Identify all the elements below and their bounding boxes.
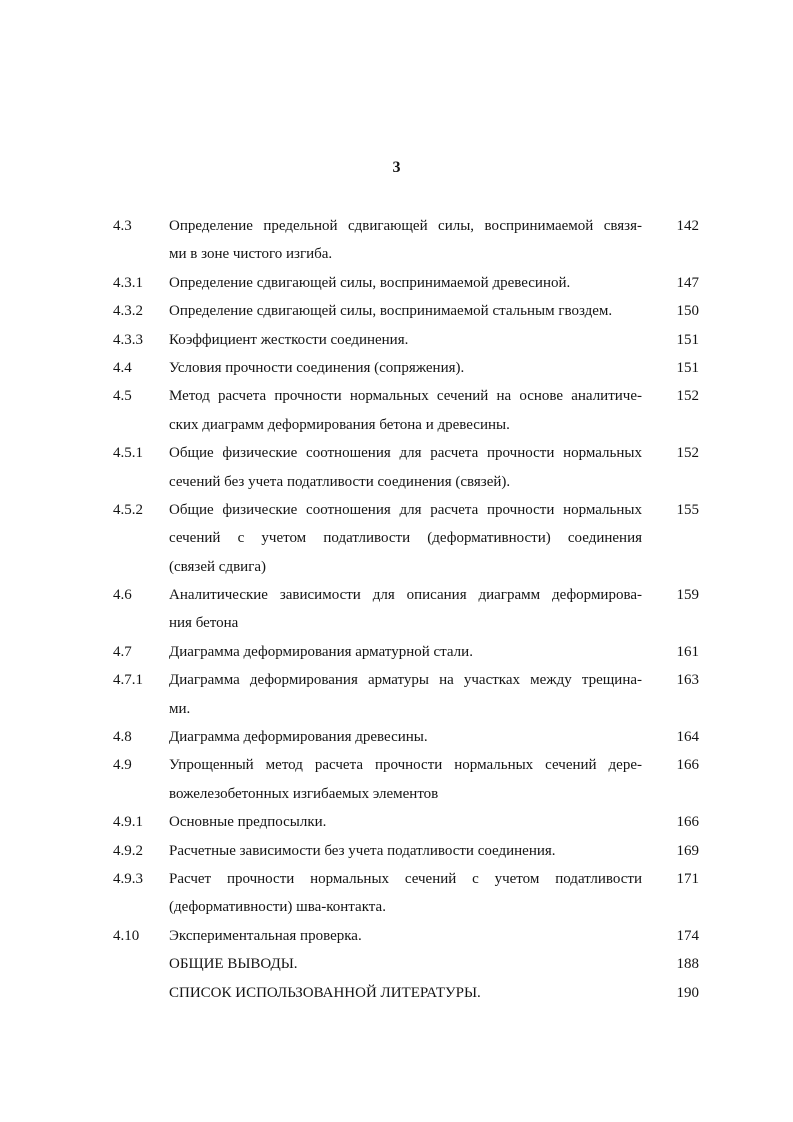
toc-entry-line bbox=[0, 723, 793, 751]
toc-entry bbox=[0, 751, 793, 808]
toc-title-line: Коэффициент жесткости соединения. bbox=[169, 331, 409, 348]
toc-title-line: (деформативности) шва-контакта. bbox=[169, 899, 386, 916]
toc-entry bbox=[0, 354, 793, 382]
toc-entry-line bbox=[0, 382, 793, 410]
toc-page-number: 151 bbox=[676, 359, 699, 376]
toc-page-number: 190 bbox=[676, 984, 699, 1001]
toc-section-number: 4.3.1 bbox=[113, 274, 143, 291]
toc-page-number: 155 bbox=[676, 501, 699, 518]
toc-page-number: 163 bbox=[676, 672, 699, 689]
toc-entry bbox=[0, 581, 793, 638]
toc-entry bbox=[0, 212, 793, 269]
toc-section-number: 4.3.3 bbox=[113, 331, 143, 348]
toc-title-line: Диаграмма деформирования древесины. bbox=[169, 729, 428, 746]
toc-entry-line bbox=[0, 468, 793, 496]
toc-entry bbox=[0, 269, 793, 297]
toc-entry bbox=[0, 297, 793, 325]
toc-entry bbox=[0, 808, 793, 836]
toc-title-line: сечений с учетом податливости (деформативности) соединения bbox=[169, 530, 642, 547]
toc-entry-line bbox=[0, 780, 793, 808]
toc-title-line: Условия прочности соединения (сопряжения). bbox=[169, 359, 465, 376]
toc-entry-line bbox=[0, 922, 793, 950]
toc-entry-line bbox=[0, 865, 793, 893]
toc-title-line: ских диаграмм деформирования бетона и древесины. bbox=[169, 416, 510, 433]
toc-section-number: 4.3.2 bbox=[113, 303, 143, 320]
toc-entry bbox=[0, 439, 793, 496]
toc-title-line: ния бетона bbox=[169, 615, 239, 632]
toc-entry-line bbox=[0, 439, 793, 467]
toc-entry-line bbox=[0, 950, 793, 978]
toc-title-line: Диаграмма деформирования арматуры на участках между трещина- bbox=[169, 672, 642, 689]
toc-entry bbox=[0, 979, 793, 1007]
toc-entry-line bbox=[0, 581, 793, 609]
toc-title-line: сечений без учета податливости соединения (связей). bbox=[169, 473, 511, 490]
toc-entry bbox=[0, 922, 793, 950]
toc-entry bbox=[0, 496, 793, 581]
toc-title-line: Метод расчета прочности нормальных сечений на основе аналитиче- bbox=[169, 388, 642, 405]
toc-title-line: СПИСОК ИСПОЛЬЗОВАННОЙ ЛИТЕРАТУРЫ. bbox=[169, 984, 481, 1001]
toc-entry bbox=[0, 638, 793, 666]
toc-title-line: (связей сдвига) bbox=[169, 558, 267, 575]
toc-entry-line bbox=[0, 411, 793, 439]
toc-page-number: 161 bbox=[676, 643, 699, 660]
toc-page-number: 166 bbox=[676, 814, 699, 831]
toc-section-number: 4.6 bbox=[113, 587, 132, 604]
toc-page-number: 147 bbox=[676, 274, 699, 291]
toc-entry bbox=[0, 666, 793, 723]
toc-entry-line bbox=[0, 354, 793, 382]
toc-entry bbox=[0, 865, 793, 922]
toc-title-line: Расчетные зависимости без учета податливости соединения. bbox=[169, 842, 556, 859]
toc-section-number: 4.5 bbox=[113, 388, 132, 405]
toc-entry-line bbox=[0, 638, 793, 666]
toc-page-number: 152 bbox=[676, 445, 699, 462]
toc-page-number: 174 bbox=[676, 927, 699, 944]
toc-title-line: Упрощенный метод расчета прочности нормальных сечений дере- bbox=[169, 757, 642, 774]
toc-section-number: 4.10 bbox=[113, 927, 140, 944]
toc-entry-line bbox=[0, 609, 793, 637]
toc-title-line: Определение сдвигающей силы, воспринимаемой стальным гвоздем. bbox=[169, 303, 613, 320]
toc-entry bbox=[0, 326, 793, 354]
toc-entry-line bbox=[0, 524, 793, 552]
toc-entry-line bbox=[0, 297, 793, 325]
toc-entry bbox=[0, 723, 793, 751]
toc-section-number: 4.8 bbox=[113, 729, 132, 746]
toc-entry bbox=[0, 382, 793, 439]
toc-title-line: Определение сдвигающей силы, воспринимаемой древесиной. bbox=[169, 274, 571, 291]
toc-entry-line bbox=[0, 496, 793, 524]
toc-title-line: вожелезобетонных изгибаемых элементов bbox=[169, 785, 439, 802]
toc-title-line: ми. bbox=[169, 700, 191, 717]
toc-page-number: 152 bbox=[676, 388, 699, 405]
table-of-contents bbox=[0, 212, 793, 1007]
toc-title-line: Экспериментальная проверка. bbox=[169, 927, 362, 944]
toc-section-number: 4.4 bbox=[113, 359, 132, 376]
toc-page-number: 142 bbox=[676, 218, 699, 234]
toc-entry bbox=[0, 950, 793, 978]
toc-section-number: 4.3 bbox=[113, 218, 132, 234]
toc-section-number: 4.9.3 bbox=[113, 870, 143, 887]
toc-title-line: Основные предпосылки. bbox=[169, 814, 327, 831]
toc-section-number: 4.9.1 bbox=[113, 814, 143, 831]
toc-section-number: 4.5.1 bbox=[113, 445, 143, 462]
toc-page-number: 164 bbox=[676, 729, 699, 746]
toc-entry-line bbox=[0, 240, 793, 268]
toc-page-number: 188 bbox=[676, 956, 699, 973]
toc-title-line: ми в зоне чистого изгиба. bbox=[169, 246, 333, 263]
toc-section-number: 4.5.2 bbox=[113, 501, 143, 518]
toc-entry-line bbox=[0, 553, 793, 581]
toc-entry-line bbox=[0, 751, 793, 779]
toc-entry-line bbox=[0, 837, 793, 865]
toc-page-number: 169 bbox=[676, 842, 699, 859]
toc-section-number: 4.7.1 bbox=[113, 672, 143, 689]
toc-section-number: 4.9 bbox=[113, 757, 132, 774]
toc-title-line: Определение предельной сдвигающей силы, воспринимаемой связя- bbox=[169, 218, 642, 234]
toc-section-number: 4.7 bbox=[113, 643, 132, 660]
toc-page-number: 159 bbox=[676, 587, 699, 604]
toc-title-line: Общие физические соотношения для расчета прочности нормальных bbox=[169, 501, 642, 518]
toc-entry-line bbox=[0, 808, 793, 836]
toc-entry bbox=[0, 837, 793, 865]
toc-page-number: 166 bbox=[676, 757, 699, 774]
toc-section-number: 4.9.2 bbox=[113, 842, 143, 859]
toc-entry-line bbox=[0, 893, 793, 921]
toc-entry-line bbox=[0, 979, 793, 1007]
toc-entry-line bbox=[0, 269, 793, 297]
toc-title-line: ОБЩИЕ ВЫВОДЫ. bbox=[169, 956, 298, 973]
toc-page-number: 151 bbox=[676, 331, 699, 348]
toc-title-line: Расчет прочности нормальных сечений с учетом податливости bbox=[169, 870, 642, 887]
toc-entry-line bbox=[0, 695, 793, 723]
toc-entry-line bbox=[0, 326, 793, 354]
page-number: 3 bbox=[392, 159, 401, 176]
toc-entry-line bbox=[0, 666, 793, 694]
toc-title-line: Диаграмма деформирования арматурной стали. bbox=[169, 643, 473, 660]
toc-page-number: 171 bbox=[676, 870, 699, 887]
toc-title-line: Общие физические соотношения для расчета прочности нормальных bbox=[169, 445, 642, 462]
toc-entry-line bbox=[0, 212, 793, 240]
toc-title-line: Аналитические зависимости для описания диаграмм деформирова- bbox=[169, 587, 642, 604]
toc-page-number: 150 bbox=[676, 303, 699, 320]
